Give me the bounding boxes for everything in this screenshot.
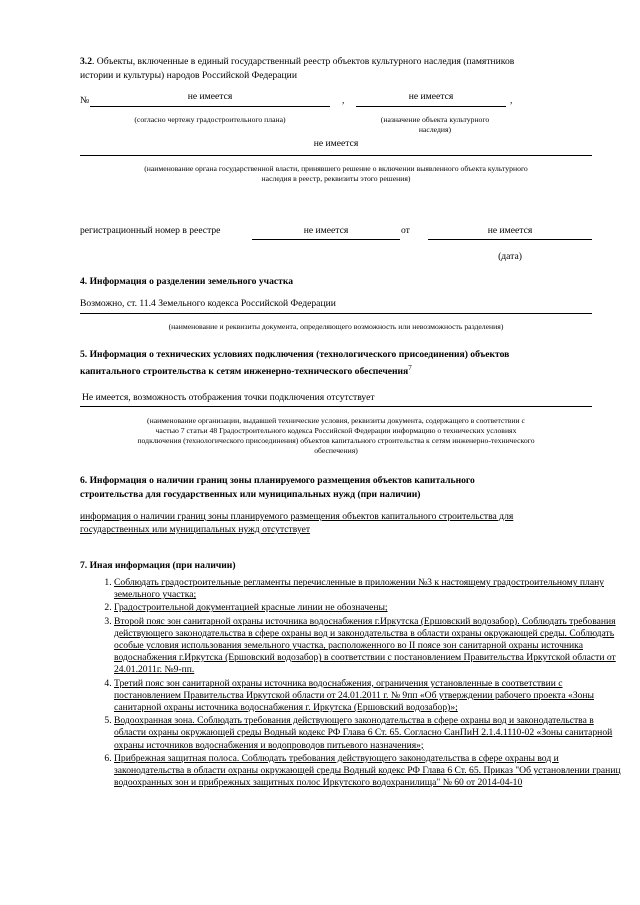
section-5-caption-4: обеспечения) bbox=[314, 446, 358, 455]
comma-1: , bbox=[342, 95, 345, 106]
section-5-heading-2: капитального строительства к сетям инженерно-технического обеспечения$^7$ bbox=[80, 364, 412, 378]
date-caption: (дата) bbox=[498, 251, 522, 262]
section-4-value: Возможно, ст. 11.4 Земельного кодекса Российской Федерации bbox=[80, 298, 336, 309]
section-5-caption-1: (наименование организации, выдавшей технические условия, реквизиты документа, содержащего в соответствии с bbox=[147, 416, 525, 425]
list-item: 5. Водоохранная зона. Соблюдать требования действующего законодательства в сфере охраны вод и законодательства в области охраны окружающей среды Водный кодекс РФ Глава 6 Ст. 65. Согласно СанПиН 2.1.4.1110-02 «Зоны санитарной охраны источников водоснабжения и водопроводов питьевого назначения»; bbox=[114, 715, 626, 752]
section-5-caption-3: подключения (технологического присоединения) объектов капитального строительства к сетям инженерно-технического bbox=[137, 436, 535, 445]
list-item: 6. Прибрежная защитная полоса. Соблюдать требования действующего законодательства в сфере охраны вод и законодательства в области охраны окружающей среды Водный кодекс РФ Глава 6 Ст. 65. Приказ "Об установлении границ водоохранных зон и прибрежных защитных полос Иркутского водохранилища" № 60 от 2014-04-10 bbox=[114, 753, 626, 790]
organ-value: не имеется bbox=[313, 138, 359, 149]
section-6-value-2: государственных или муниципальных нужд отсутствует bbox=[80, 524, 311, 535]
caption-plan: (согласно чертежу градостроительного плана) bbox=[134, 115, 286, 124]
section-6-heading-2: строительства для государственных или муниципальных нужд (при наличии) bbox=[80, 489, 421, 500]
section-7-heading: 7. Иная информация (при наличии) bbox=[80, 560, 236, 571]
list-item: 2. Градостроительной документацией красные линии не обозначены; bbox=[114, 602, 626, 614]
section-4-caption: (наименование и реквизиты документа, определяющего возможность или невозможность разделения) bbox=[168, 322, 504, 331]
number-label: № bbox=[80, 95, 90, 106]
footnote-marker: 7 bbox=[408, 364, 412, 372]
caption-organ-1: (наименование органа государственной власти, принявшего решение о включении выявленного объекта культурного bbox=[144, 164, 528, 173]
organ-underline bbox=[80, 155, 592, 156]
number-value: не имеется bbox=[187, 91, 233, 102]
list-item: 1. Соблюдать градостроительные регламенты перечисленные в приложении №3 к настоящему градостроительному плану земельного участка; bbox=[114, 577, 626, 601]
caption-organ-2: наследия в реестр, реквизиты этого решения) bbox=[261, 174, 411, 183]
section-4-underline bbox=[80, 313, 592, 314]
section-5-underline bbox=[80, 406, 592, 407]
object-name-value: не имеется bbox=[408, 91, 454, 102]
section-5-caption-2: частью 7 статьи 48 Градостроительного кодекса Российской Федерации информацию о технических условиях bbox=[155, 426, 517, 435]
section-3-2-heading-line2: истории и культуры) народов Российской Федерации bbox=[80, 70, 297, 81]
section-6-heading-1: 6. Информация о наличии границ зоны планируемого размещения объектов капитального bbox=[80, 475, 475, 486]
list-item: 3. Второй пояс зон санитарной охраны источника водоснабжения г.Иркутска (Ершовский водозабор). Соблюдать требования действующего законодательства в сфере охраны вод и законодательства в области охраны окружающей среды. Соблюдать особые условия использования земельного участка, расположенного во II поясе зон санитарной охраны источника водоснабжения г.Иркутска (Ершовский водозабор) в соответствии с постановлением Правительства Иркутской области от 24.01.2011г. №9-пп. bbox=[114, 616, 626, 677]
caption-object-name-1: (назначение объекта культурного bbox=[380, 115, 490, 124]
section-4-heading: 4. Информация о разделении земельного участка bbox=[80, 276, 294, 287]
comma-2: , bbox=[510, 95, 513, 106]
date-value: не имеется bbox=[487, 225, 533, 236]
section-3-2-heading: 3.2. Объекты, включенные в единый государственный реестр объектов культурного наследия (памятников bbox=[80, 56, 515, 67]
date-underline bbox=[428, 239, 592, 240]
caption-object-name-2: наследия) bbox=[418, 125, 452, 134]
other-info-list bbox=[80, 577, 626, 790]
registry-number-underline bbox=[252, 239, 400, 240]
section-6-value-1: информация о наличии границ зоны планируемого размещения объектов капитального строительства для bbox=[80, 511, 514, 522]
registry-number-label: регистрационный номер в реестре bbox=[80, 225, 221, 236]
list-item: 4. Третий пояс зон санитарной охраны источника водоснабжения, ограничения установленные в соответствии с постановлением Правительства Иркутской области от 24.01.2011 г. № 9пп «Об утверждении рабочего проекта «Зоны санитарной охраны источника водоснабжения г. Иркутска (Ершовский водозабор)»; bbox=[114, 678, 626, 715]
from-label: от bbox=[401, 225, 410, 236]
section-5-heading-1: 5. Информация о технических условиях подключения (технологического присоединения) объектов bbox=[80, 349, 510, 360]
registry-number-value: не имеется bbox=[303, 225, 349, 236]
object-name-underline bbox=[356, 106, 506, 107]
number-underline bbox=[90, 106, 330, 107]
section-5-value: Не имеется, возможность отображения точки подключения отсутствует bbox=[82, 392, 375, 403]
